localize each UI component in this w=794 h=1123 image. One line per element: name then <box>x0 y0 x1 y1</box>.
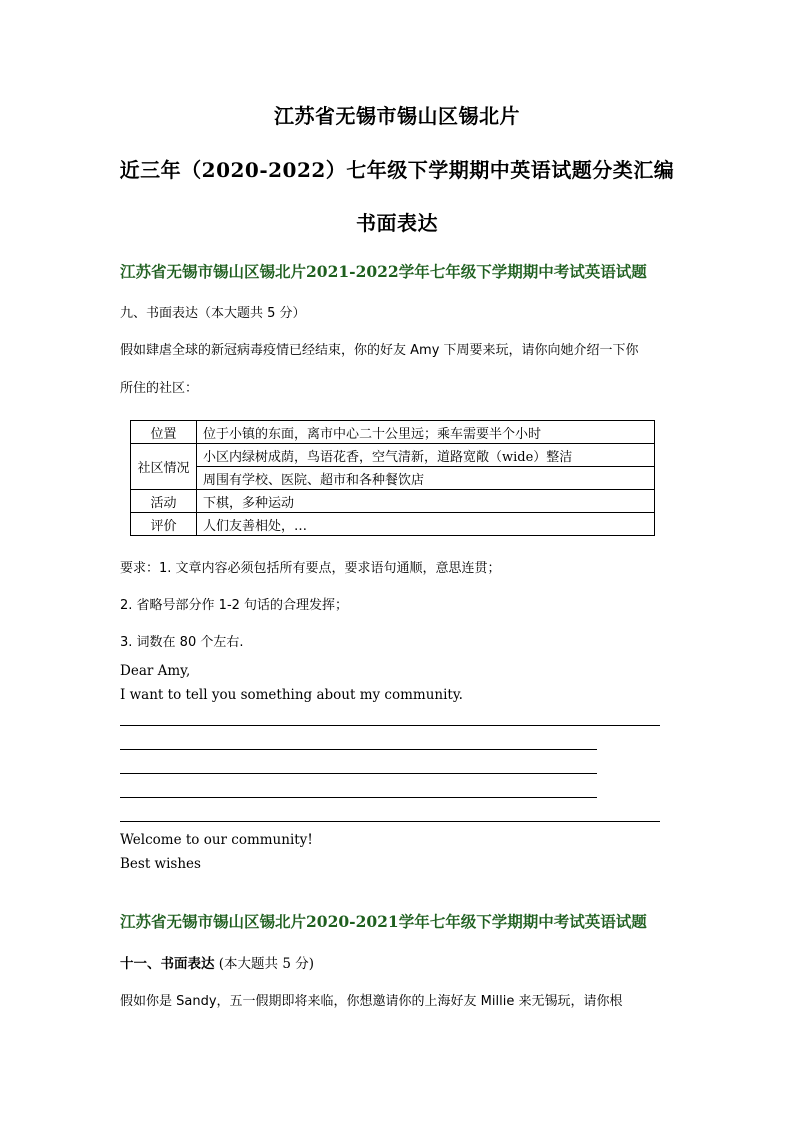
writing-line <box>120 797 597 798</box>
section2-prompt-line1: 假如你是 Sandy，五一假期即将来临，你想邀请你的上海好友 Millie 来无锡玩，请你根 <box>120 994 623 1009</box>
table-cell-activities: 下棋，多种运动 <box>197 490 655 513</box>
writing-line <box>120 749 597 750</box>
requirement-2: 2. 省略号部分作 1-2 句话的合理发挥； <box>120 598 349 613</box>
requirement-3: 3. 词数在 80 个左右. <box>120 635 244 650</box>
section1-prompt-line1: 假如肆虐全球的新冠病毒疫情已经结束，你的好友 Amy 下周要来玩，请你向她介绍一下你 <box>120 343 639 358</box>
letter-greeting: Dear Amy, <box>120 663 191 679</box>
table-label-evaluation: 评价 <box>131 513 197 536</box>
letter-opening: I want to tell you something about my community. <box>120 687 463 703</box>
section1-prompt-line2: 所住的社区： <box>120 381 199 396</box>
requirement-1: 要求：1. 文章内容必须包括所有要点，要求语句通顺，意思连贯； <box>120 561 501 576</box>
title-subject: 近三年（2020-2022）七年级下学期期中英语试题分类汇编 <box>119 158 675 182</box>
table-row <box>131 490 655 513</box>
writing-line <box>120 821 660 822</box>
table-label-location: 位置 <box>131 421 197 444</box>
section2-question-title-rest: (本大题共 5 分) <box>214 956 314 972</box>
letter-closing-2: Best wishes <box>120 856 201 872</box>
letter-closing-1: Welcome to our community! <box>120 832 313 848</box>
section2-heading: 江苏省无锡市锡山区锡北片2020-2021学年七年级下学期期中考试英语试题 <box>120 912 647 931</box>
table-row <box>131 467 655 490</box>
section2-question-title <box>120 952 314 972</box>
table-cell-community-b: 周围有学校、医院、超市和各种餐饮店 <box>197 467 655 490</box>
title-category: 书面表达 <box>356 211 438 235</box>
section1-heading: 江苏省无锡市锡山区锡北片2021-2022学年七年级下学期期中考试英语试题 <box>120 262 647 281</box>
title-region: 江苏省无锡市锡山区锡北片 <box>274 104 520 128</box>
table-label-activities: 活动 <box>131 490 197 513</box>
writing-line <box>120 725 660 726</box>
table-cell-location: 位于小镇的东面，离市中心二十公里远；乘车需要半个小时 <box>197 421 655 444</box>
table-cell-evaluation: 人们友善相处，… <box>197 513 655 536</box>
table-row <box>131 421 655 444</box>
table-cell-community-a: 小区内绿树成荫，鸟语花香，空气清新，道路宽敞（wide）整洁 <box>197 444 655 467</box>
community-info-table <box>130 420 655 536</box>
section2-question-title-bold: 十一、书面表达 <box>120 956 215 972</box>
table-label-community: 社区情况 <box>131 444 197 490</box>
writing-line <box>120 773 597 774</box>
table-row <box>131 444 655 467</box>
table-row <box>131 513 655 536</box>
section1-question-title: 九、书面表达（本大题共 5 分） <box>120 306 306 321</box>
